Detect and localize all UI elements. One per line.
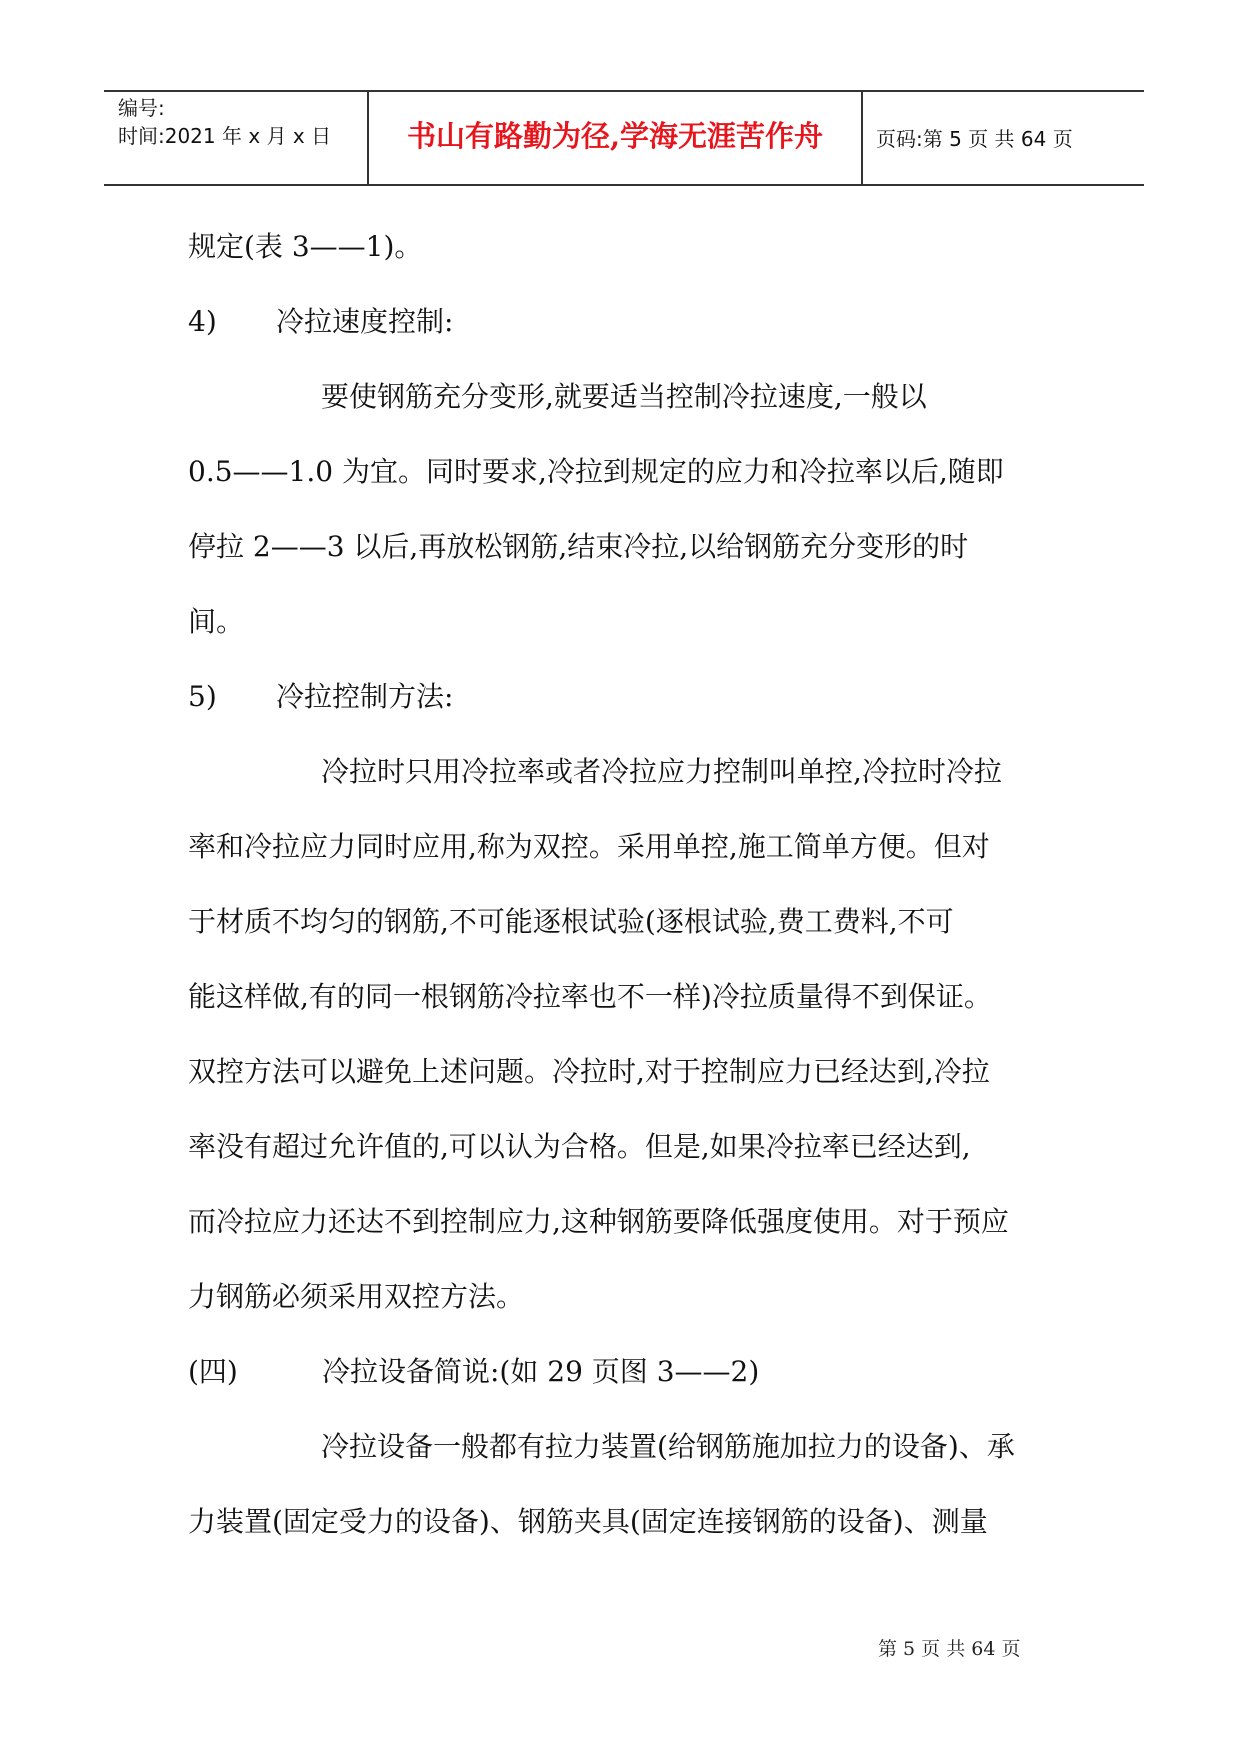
text-line: 规定(表 3——1)。	[188, 230, 423, 263]
item-5-heading	[188, 679, 453, 715]
text-line: 力钢筋必须采用双控方法。	[188, 1280, 525, 1313]
item-5-title: 冷拉控制方法:	[276, 680, 454, 713]
text-line: 双控方法可以避免上述问题。冷拉时,对于控制应力已经达到,冷拉	[188, 1055, 990, 1088]
item-4-heading	[188, 304, 453, 340]
section-4-heading	[188, 1354, 759, 1390]
text-line: 率和冷拉应力同时应用,称为双控。采用单控,施工简单方便。但对	[188, 830, 990, 863]
page-footer: 第 5 页 共 64 页	[878, 1638, 1021, 1660]
text-line: 间。	[188, 605, 245, 638]
header-meta	[118, 94, 331, 150]
text-line: 停拉 2——3 以后,再放松钢筋,结束冷拉,以给钢筋充分变形的时	[188, 530, 969, 563]
header-id-label: 编号:	[118, 96, 165, 120]
text-line: 而冷拉应力还达不到控制应力,这种钢筋要降低强度使用。对于预应	[188, 1205, 1009, 1238]
text-line: 于材质不均匀的钢筋,不可能逐根试验(逐根试验,费工费料,不可	[188, 905, 954, 938]
header-motto: 书山有路勤为径,学海无涯苦作舟	[406, 119, 824, 153]
item-4-number: 4)	[188, 305, 217, 338]
text-line: 0.5——1.0 为宜。同时要求,冷拉到规定的应力和冷拉率以后,随即	[188, 455, 1004, 488]
text-line: 要使钢筋充分变形,就要适当控制冷拉速度,一般以	[321, 380, 927, 413]
page-header	[104, 90, 1144, 186]
text-line: 冷拉设备一般都有拉力装置(给钢筋施加拉力的设备)、承	[321, 1430, 1015, 1463]
text-line: 能这样做,有的同一根钢筋冷拉率也不一样)冷拉质量得不到保证。	[188, 980, 992, 1013]
text-line: 冷拉时只用冷拉率或者冷拉应力控制叫单控,冷拉时冷拉	[321, 755, 1002, 788]
header-divider-right	[861, 92, 863, 184]
header-time-label: 时间:2021 年 x 月 x 日	[118, 124, 332, 148]
item-4-title: 冷拉速度控制:	[276, 305, 454, 338]
text-line: 力装置(固定受力的设备)、钢筋夹具(固定连接钢筋的设备)、测量	[188, 1505, 988, 1538]
item-5-number: 5)	[188, 680, 217, 713]
section-4-number: (四)	[188, 1355, 238, 1388]
header-page-label: 页码:第 5 页 共 64 页	[876, 127, 1073, 151]
text-line: 率没有超过允许值的,可以认为合格。但是,如果冷拉率已经达到,	[188, 1130, 971, 1163]
section-4-title: 冷拉设备简说:(如 29 页图 3——2)	[322, 1355, 760, 1388]
